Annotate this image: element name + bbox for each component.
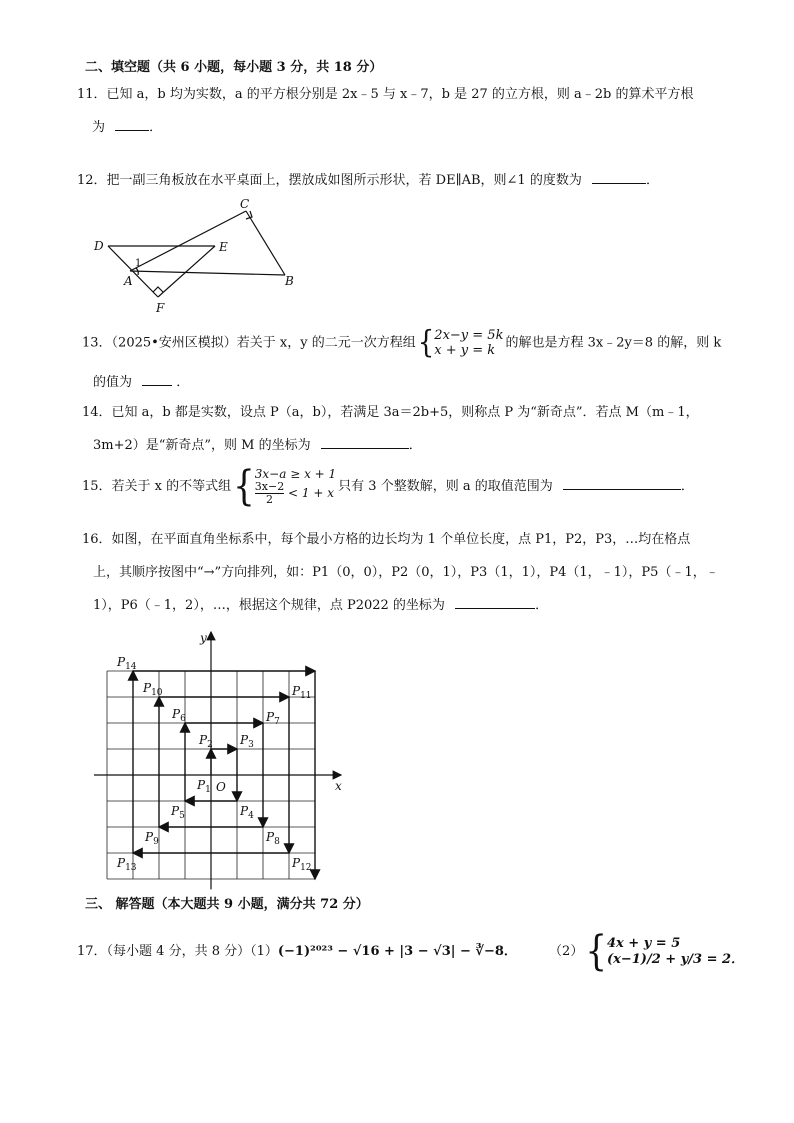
q17-equation-1: 4x + y = 5 (606, 935, 681, 951)
q13-equation-2: x + y = k (434, 343, 496, 358)
point-label-p4: $P_4$ (240, 804, 254, 821)
point-label-p11: $P_{11}$ (292, 684, 312, 701)
answer-blank-15 (563, 477, 681, 490)
point-label-p9: $P_9$ (145, 830, 159, 847)
question-11-line2: 为 (92, 120, 106, 135)
label-angle-1: 1 (135, 258, 142, 269)
q15-fraction-denominator: 2 (265, 493, 273, 506)
question-13-suffix: 的解也是方程 3x﹣2y＝8 的解，则 k (505, 335, 722, 351)
point-label-p8: $P_8$ (266, 830, 280, 847)
label-E: E (219, 240, 228, 254)
question-11-line1: 11．已知 a，b 均为实数，a 的平方根分别是 2x﹣5 与 x﹣7，b 是 27 的立方根，则 a﹣2b 的算术平方根 (77, 87, 694, 102)
question-13-line2: 的值为 (93, 375, 133, 390)
label-D: D (94, 239, 104, 253)
q17-expression-1: (−1)²⁰²³ − √16 + |3 − √3| − ∛−8． (277, 944, 517, 959)
point-label-p10: $P_{10}$ (143, 681, 163, 698)
q17-part-2: （2） (549, 944, 584, 959)
question-16-line3: 1），P6（﹣1，2），…，根据这个规律，点 P2022 的坐标为 (93, 598, 445, 613)
point-label-p3: $P_3$ (240, 733, 254, 750)
question-15-suffix: 只有 3 个整数解，则 a 的取值范围为 (338, 479, 553, 494)
x-axis-label: x (335, 779, 342, 793)
question-14-line2: 3m+2）是“新奇点”，则 M 的坐标为 (93, 438, 311, 453)
y-axis-label: y (200, 631, 207, 645)
question-16-line1: 16．如图，在平面直角坐标系中，每个最小方格的边长均为 1 个单位长度，点 P1，P2，P3，…均在格点 (82, 532, 691, 547)
point-label-p1: $P_1$ (197, 778, 211, 795)
question-13-prefix: 13．（2025•安州区模拟）若关于 x，y 的二元一次方程组 (82, 335, 416, 351)
origin-label: O (216, 780, 226, 794)
question-12-text: 12．把一副三角板放在水平桌面上，摆放成如图所示形状，若 DE∥AB，则∠1 的度数为 (77, 173, 582, 188)
question-17-prefix: 17．（每小题 4 分，共 8 分）（1） (77, 944, 278, 959)
q15-fraction-numerator: 3x−2 (254, 480, 285, 493)
answer-blank-12 (592, 171, 646, 184)
point-label-p7: $P_7$ (266, 710, 280, 727)
question-16-line2: 上，其顺序按图中“→”方向排列，如：P1（0，0），P2（0，1），P3（1，1），P4（1，﹣1），P5（﹣1，﹣ (93, 565, 719, 580)
question-14-line1: 14．已知 a，b 都是实数，设点 P（a，b），若满足 3a＝2b+5，则称点 P 为“新奇点”．若点 M（m﹣1， (82, 405, 699, 420)
label-B: B (285, 274, 294, 288)
point-label-p13: $P_{13}$ (117, 856, 137, 873)
question-15-prefix: 15．若关于 x 的不等式组 (82, 479, 232, 494)
label-F: F (156, 301, 165, 315)
point-label-p5: $P_5$ (171, 804, 185, 821)
answer-blank-16 (455, 596, 535, 609)
q15-inequality-2-rest: < 1 + x (288, 486, 334, 500)
triangle-figure (90, 195, 310, 315)
label-A: A (124, 274, 133, 288)
q17-equation-2: (x−1)/2 + y/3 = 2． (606, 951, 745, 967)
point-label-p14: $P_{14}$ (117, 655, 137, 672)
answer-blank-11 (115, 118, 149, 131)
answer-blank-14 (321, 436, 409, 449)
point-label-p6: $P_6$ (172, 707, 186, 724)
section-title-3: 三、 解答题（本大题共 9 小题，满分共 72 分） (85, 897, 369, 912)
point-label-p2: $P_2$ (199, 733, 213, 750)
point-label-p12: $P_{12}$ (292, 856, 312, 873)
answer-blank-13 (142, 373, 172, 386)
q15-inequality-1: 3x−a ≥ x + 1 (254, 467, 337, 481)
q13-equation-1: 2x−y = 5k (434, 328, 504, 343)
section-title: 二、填空题（共 6 小题，每小题 3 分，共 18 分） (85, 60, 383, 75)
label-C: C (240, 197, 250, 211)
coordinate-grid-figure (90, 622, 350, 892)
